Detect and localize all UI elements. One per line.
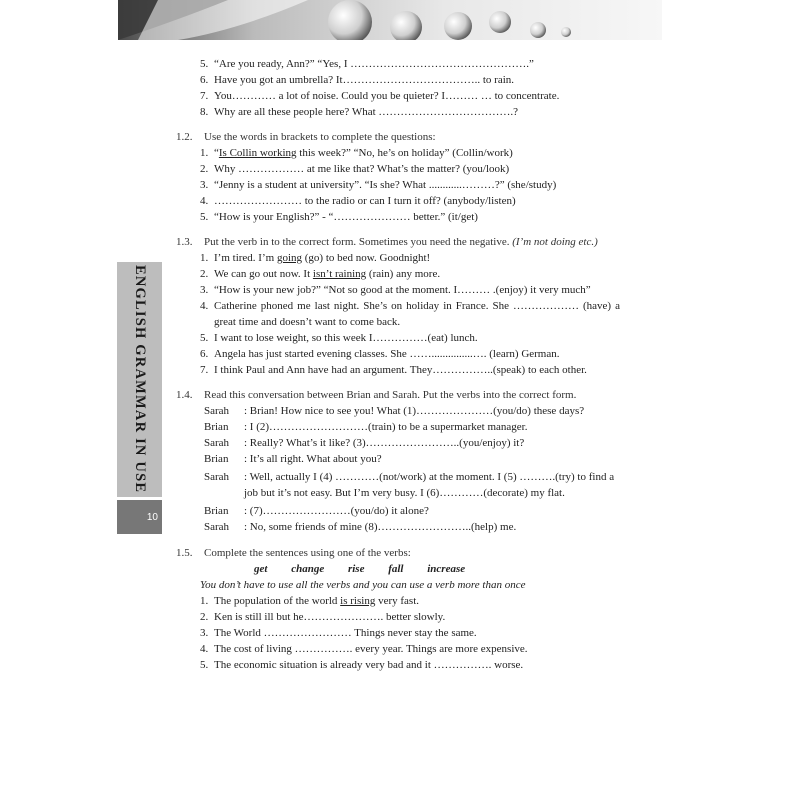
header-banner bbox=[118, 0, 662, 40]
sphere-5 bbox=[530, 22, 546, 38]
section-heading-1-4: 1.4. Read this conversation between Brian and Sarah. Put the verbs into the correct form. bbox=[176, 389, 577, 401]
list-item: 2. Ken is still ill but he…………………. better slowly. bbox=[200, 611, 446, 623]
list-item: 3. The World …………………… Things never stay the same. bbox=[200, 627, 477, 639]
list-item: 4. Catherine phoned me last night. She’s on holiday in France. She ……………… (have) a great time and doesn’t want to come back. bbox=[200, 300, 620, 328]
verb-word: rise bbox=[347, 563, 365, 575]
list-item: 1. “Is Collin working this week?” “No, he’s on holiday” (Collin/work) bbox=[200, 147, 513, 159]
dialogue-line: Brian : It’s all right. What about you? bbox=[204, 453, 382, 465]
list-item: 3. “How is your new job?” “Not so good at the moment. I……… .(enjoy) it very much” bbox=[200, 284, 591, 296]
list-item: 1. I’m tired. I’m going (go) to bed now. Goodnight! bbox=[200, 252, 431, 264]
dialogue-line: Brian : (7)……………………(you/do) it alone? bbox=[204, 505, 429, 517]
verb-word: get bbox=[254, 563, 268, 575]
section-heading-1-5: 1.5. Complete the sentences using one of the verbs: bbox=[176, 547, 411, 559]
list-item: 4. The cost of living ……………. every year. Things are more expensive. bbox=[200, 643, 528, 655]
section-heading-1-2: 1.2. Use the words in brackets to complete the questions: bbox=[176, 131, 436, 143]
dialogue-line: Sarah : Well, actually I (4) …………(not/work) at the moment. I (5) ……….(try) to find a job but it’s not easy. But I’m very busy. I (6)…………(decorate) my flat. bbox=[204, 471, 615, 499]
instruction-note: You don’t have to use all the verbs and you can use a verb more than once bbox=[200, 579, 526, 591]
sidebar-tab bbox=[117, 262, 162, 497]
list-item: 4. …………………… to the radio or can I turn it off? (anybody/listen) bbox=[200, 195, 516, 207]
dialogue-line: Sarah : Really? What’s it like? (3)……………………..(you/enjoy) it? bbox=[204, 437, 525, 449]
dialogue bbox=[176, 403, 620, 535]
sphere-6 bbox=[561, 27, 571, 37]
book-title: ENGLISH GRAMMAR IN USE bbox=[132, 265, 148, 494]
verb-word: increase bbox=[427, 563, 466, 575]
list-item: 8. Why are all these people here? What ……………………………….? bbox=[200, 106, 519, 118]
list-item: 6. Angela has just started evening classes. She ……...............…. (learn) German. bbox=[200, 348, 560, 360]
dialogue-line: Sarah : Brian! How nice to see you! What (1)…………………(you/do) these days? bbox=[204, 405, 585, 417]
list-item: 5. “How is your English?” - “………………… better.” (it/get) bbox=[200, 211, 478, 223]
page-number: 10 bbox=[117, 500, 162, 534]
list-item: 1. The population of the world is rising very fast. bbox=[200, 595, 420, 607]
list-item: 5. I want to lose weight, so this week I……………(eat) lunch. bbox=[200, 332, 478, 344]
section-1-5-items bbox=[176, 593, 620, 673]
section-1-2-items bbox=[176, 145, 620, 225]
list-item: 2. Why ……………… at me like that? What’s the matter? (you/look) bbox=[200, 163, 510, 175]
exercise-content bbox=[176, 56, 620, 673]
verb-bank bbox=[176, 561, 620, 577]
sphere-3 bbox=[444, 12, 472, 40]
verb-word: fall bbox=[388, 563, 404, 575]
dialogue-line: Sarah : No, some friends of mine (8)……………………..(help) me. bbox=[204, 521, 517, 533]
section-1-1-items bbox=[176, 56, 620, 120]
list-item: 5. “Are you ready, Ann?” “Yes, I ………………………………………….” bbox=[200, 58, 534, 70]
list-item: 2. We can go out now. It isn’t raining (rain) any more. bbox=[200, 268, 441, 280]
list-item: 3. “Jenny is a student at university”. “Is she? What ............………?” (she/study) bbox=[200, 179, 557, 191]
list-item: 7. You………… a lot of noise. Could you be quieter? I……… … to concentrate. bbox=[200, 90, 560, 102]
list-item: 7. I think Paul and Ann have had an argument. They……………..(speak) to each other. bbox=[200, 364, 587, 376]
dialogue-line: Brian : I (2)………………………(train) to be a supermarket manager. bbox=[204, 421, 528, 433]
list-item: 6. Have you got an umbrella? It……………………………….. to rain. bbox=[200, 74, 515, 86]
section-1-3-items bbox=[176, 250, 620, 378]
verb-word: change bbox=[291, 563, 325, 575]
list-item: 5. The economic situation is already very bad and it ……………. worse. bbox=[200, 659, 524, 671]
sphere-4 bbox=[489, 11, 511, 33]
section-heading-1-3: 1.3. Put the verb in to the correct form. Sometimes you need the negative. (I’m not doing etc.) bbox=[176, 236, 598, 248]
